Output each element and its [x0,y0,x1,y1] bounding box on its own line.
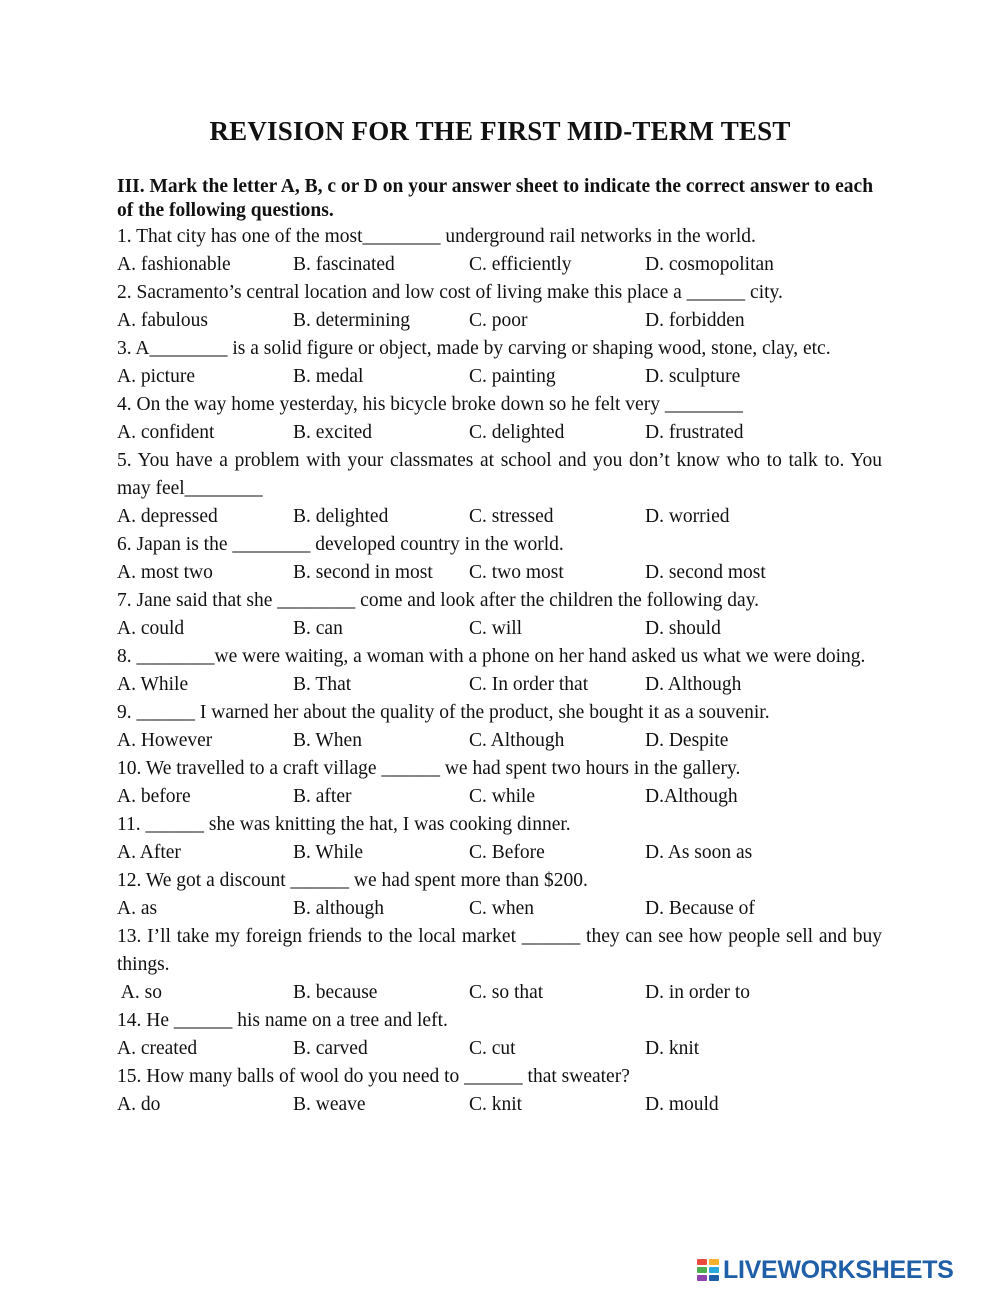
question-stem: 9. ______ I warned her about the quality of the product, she bought it as a souvenir. [117,702,770,723]
question-stem: 8. ________we were waiting, a woman with a phone on her hand asked us what we were doing. [117,646,866,667]
answer-options [117,727,882,755]
answer-options [117,783,882,811]
answer-options [117,419,882,447]
question-stem: 1. That city has one of the most________ underground rail networks in the world. [117,226,756,247]
question-stem: 15. How many balls of wool do you need to ______ that sweater? [117,1066,630,1087]
option-c[interactable]: C. when [469,898,534,919]
option-b[interactable]: B. after [293,786,352,807]
question-stem: 4. On the way home yesterday, his bicycle broke down so he felt very ________ [117,394,743,415]
option-b[interactable]: B. fascinated [293,254,395,275]
option-d[interactable]: D. in order to [645,982,751,1003]
question-item [117,643,882,699]
answer-options [117,559,882,587]
answer-options [117,671,882,699]
question-item [117,811,882,867]
option-a[interactable]: A. picture [117,366,195,387]
option-b[interactable]: B. That [293,674,352,695]
answer-options [117,363,882,391]
option-c[interactable]: C. In order that [469,674,589,695]
option-a[interactable]: A. After [117,842,181,863]
option-c[interactable]: C. cut [469,1038,516,1059]
question-stem: 5. You have a problem with your classmates at school and you don’t know who to talk to. You may feel________ [117,450,882,499]
option-d[interactable]: D. frustrated [645,422,744,443]
option-b[interactable]: B. second in most [293,562,433,583]
option-a[interactable]: A. created [117,1038,198,1059]
question-item [117,279,882,335]
question-stem: 10. We travelled to a craft village ______ we had spent two hours in the gallery. [117,758,741,779]
question-stem: 14. He ______ his name on a tree and left. [117,1010,448,1031]
option-d[interactable]: D. worried [645,506,730,527]
option-c[interactable]: C. poor [469,310,528,331]
question-stem: 6. Japan is the ________ developed country in the world. [117,534,564,555]
option-c[interactable]: C. painting [469,366,556,387]
option-c[interactable]: C. Before [469,842,545,863]
question-item [117,755,882,811]
option-a[interactable]: A. before [117,786,191,807]
option-d[interactable]: D. knit [645,1038,700,1059]
option-c[interactable]: C. will [469,618,523,639]
option-c[interactable]: C. so that [469,982,544,1003]
question-item [117,447,882,531]
option-b[interactable]: B. When [293,730,362,751]
page-title: REVISION FOR THE FIRST MID-TERM TEST [209,116,791,146]
option-d[interactable]: D. second most [645,562,766,583]
option-c[interactable]: C. while [469,786,536,807]
question-stem: 12. We got a discount ______ we had spent more than $200. [117,870,588,891]
answer-options [117,895,882,923]
question-item [117,335,882,391]
answer-options [117,839,882,867]
option-a[interactable]: A. so [117,982,162,1003]
question-item [117,699,882,755]
question-item [117,223,882,279]
option-b[interactable]: B. can [293,618,343,639]
option-a[interactable]: A. confident [117,422,215,443]
question-item [117,587,882,643]
option-c[interactable]: C. stressed [469,506,554,527]
answer-options [117,1035,882,1063]
option-d[interactable]: D. forbidden [645,310,745,331]
option-a[interactable]: A. While [117,674,189,695]
option-a[interactable]: A. most two [117,562,213,583]
instruction-text: III. Mark the letter A, B, c or D on your answer sheet to indicate the correct answer to each of the following questions. [117,176,874,221]
option-a[interactable]: A. depressed [117,506,218,527]
option-a[interactable]: A. However [117,730,213,751]
liveworksheets-logo-text: LIVEWORKSHEETS [723,1255,954,1284]
option-b[interactable]: B. delighted [293,506,389,527]
option-d[interactable]: D. Despite [645,730,729,751]
option-c[interactable]: C. two most [469,562,564,583]
question-stem: 2. Sacramento’s central location and low cost of living make this place a ______ city. [117,282,783,303]
option-d[interactable]: D. Although [645,674,742,695]
question-item [117,923,882,1007]
question-stem: 7. Jane said that she ________ come and look after the children the following day. [117,590,760,611]
option-d[interactable]: D. mould [645,1094,719,1115]
option-b[interactable]: B. although [293,898,384,919]
answer-options [117,251,882,279]
answer-options [117,979,882,1007]
question-item [117,1007,882,1063]
option-b[interactable]: B. carved [293,1038,368,1059]
option-a[interactable]: A. do [117,1094,161,1115]
question-stem: 11. ______ she was knitting the hat, I was cooking dinner. [117,814,571,835]
option-a[interactable]: A. as [117,898,158,919]
option-b[interactable]: B. weave [293,1094,366,1115]
option-b[interactable]: B. medal [293,366,364,387]
option-c[interactable]: C. knit [469,1094,523,1115]
option-d[interactable]: D. should [645,618,721,639]
option-a[interactable]: A. could [117,618,185,639]
option-c[interactable]: C. delighted [469,422,565,443]
option-c[interactable]: C. Although [469,730,565,751]
option-d[interactable]: D.Although [645,786,738,807]
option-b[interactable]: B. While [293,842,364,863]
question-item [117,391,882,447]
option-b[interactable]: B. excited [293,422,373,443]
question-list [117,223,882,1119]
answer-options [117,503,882,531]
liveworksheets-logo-icon [697,1259,719,1281]
answer-options [117,615,882,643]
option-d[interactable]: D. As soon as [645,842,753,863]
question-item [117,1063,882,1119]
option-d[interactable]: D. Because of [645,898,755,919]
answer-options [117,307,882,335]
question-stem: 13. I’ll take my foreign friends to the local market ______ they can see how people sell and buy things. [117,926,882,975]
option-d[interactable]: D. cosmopolitan [645,254,774,275]
option-b[interactable]: B. determining [293,310,410,331]
option-d[interactable]: D. sculpture [645,366,741,387]
option-a[interactable]: A. fabulous [117,310,208,331]
liveworksheets-logo [697,1255,954,1285]
option-a[interactable]: A. fashionable [117,254,231,275]
question-item [117,531,882,587]
option-b[interactable]: B. because [293,982,378,1003]
question-item [117,867,882,923]
option-c[interactable]: C. efficiently [469,254,572,275]
answer-options [117,1091,882,1119]
question-stem: 3. A________ is a solid figure or object, made by carving or shaping wood, stone, clay, etc. [117,338,831,359]
